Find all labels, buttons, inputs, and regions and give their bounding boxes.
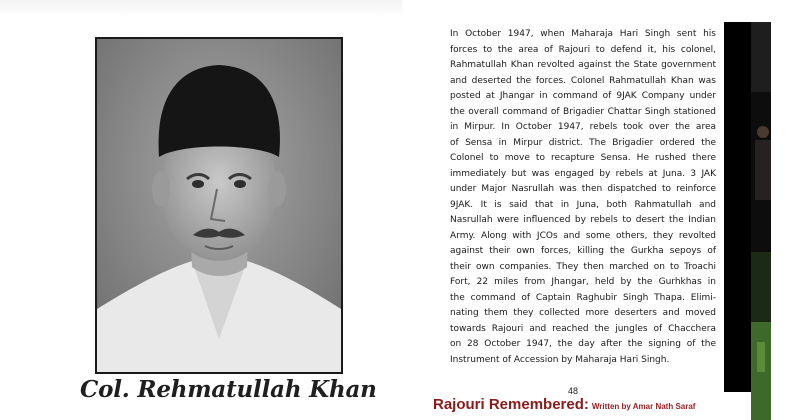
text-line: 9JAK. It is said that in Juna, both Rahmatullah and [450, 199, 716, 210]
book-credit: Written by Amar Nath Saraf [591, 402, 696, 411]
text-line: the command of Captain Raghubir Singh Thapa. Elimi- [450, 292, 716, 303]
text-line: Colonel to move to recapture Sensa. He rushed there [450, 153, 716, 163]
background-photo-graphic [751, 22, 771, 420]
background-photo-strip [751, 22, 771, 420]
portrait-photo-graphic [97, 39, 341, 372]
page-top-shade [0, 0, 402, 18]
text-line: Instrument of Accession by Maharaja Hari Singh. [450, 354, 670, 365]
page-number: 48 [568, 386, 579, 396]
text-line: Army. Along with JCOs and some others, they revolted [450, 230, 716, 241]
text-line: nating them they collected more deserters and moved [450, 308, 716, 318]
text-line: in Mirpur. In October 1947, rebels took over the area [450, 122, 716, 132]
page-gutter-bar [724, 22, 751, 392]
page-edge [771, 0, 802, 420]
text-line: the overall command of Brigadier Chattar Singh stationed [450, 106, 716, 117]
text-line: Rahmatullah Khan revolted against the State government [450, 60, 716, 70]
book-footer [433, 394, 695, 413]
text-line: Nasrullah were influenced by rebels to desert the Indian [450, 215, 716, 225]
text-line: on 28 October 1947, the day after the signing of the [450, 339, 716, 349]
text-line: immediately but was engaged by rebels at Juna. 3 JAK [450, 168, 716, 179]
text-line: posted at Jhangar in command of 9JAK Company under [450, 91, 716, 101]
article-paragraph [450, 27, 716, 368]
text-line: forces to the area of Rajouri to defend it, his colonel, [450, 44, 716, 55]
text-line: and deserted the forces. Colonel Rahmatullah Khan was [450, 75, 716, 86]
text-line: their own companies. They then marched on to Troachi [450, 261, 716, 272]
text-line: towards Rajouri and reached the jungles of Chacchera [450, 323, 716, 334]
photo-caption: Col. Rehmatullah Khan [80, 376, 377, 403]
portrait-photo [95, 37, 343, 374]
text-line: In October 1947, when Maharaja Hari Singh sent his [450, 29, 716, 39]
text-line: against their own forces, killing the Gurkha sepoys of [450, 246, 716, 256]
text-line: Fort, 22 miles from Jhangar, held by the Gurhkhas in [450, 277, 716, 287]
text-line: under Major Nasrullah was then dispatched to reinforce [450, 184, 716, 194]
text-line: of Sensa in Mirpur district. The Brigadier ordered the [450, 137, 716, 148]
book-title: Rajouri Remembered: [433, 396, 589, 413]
